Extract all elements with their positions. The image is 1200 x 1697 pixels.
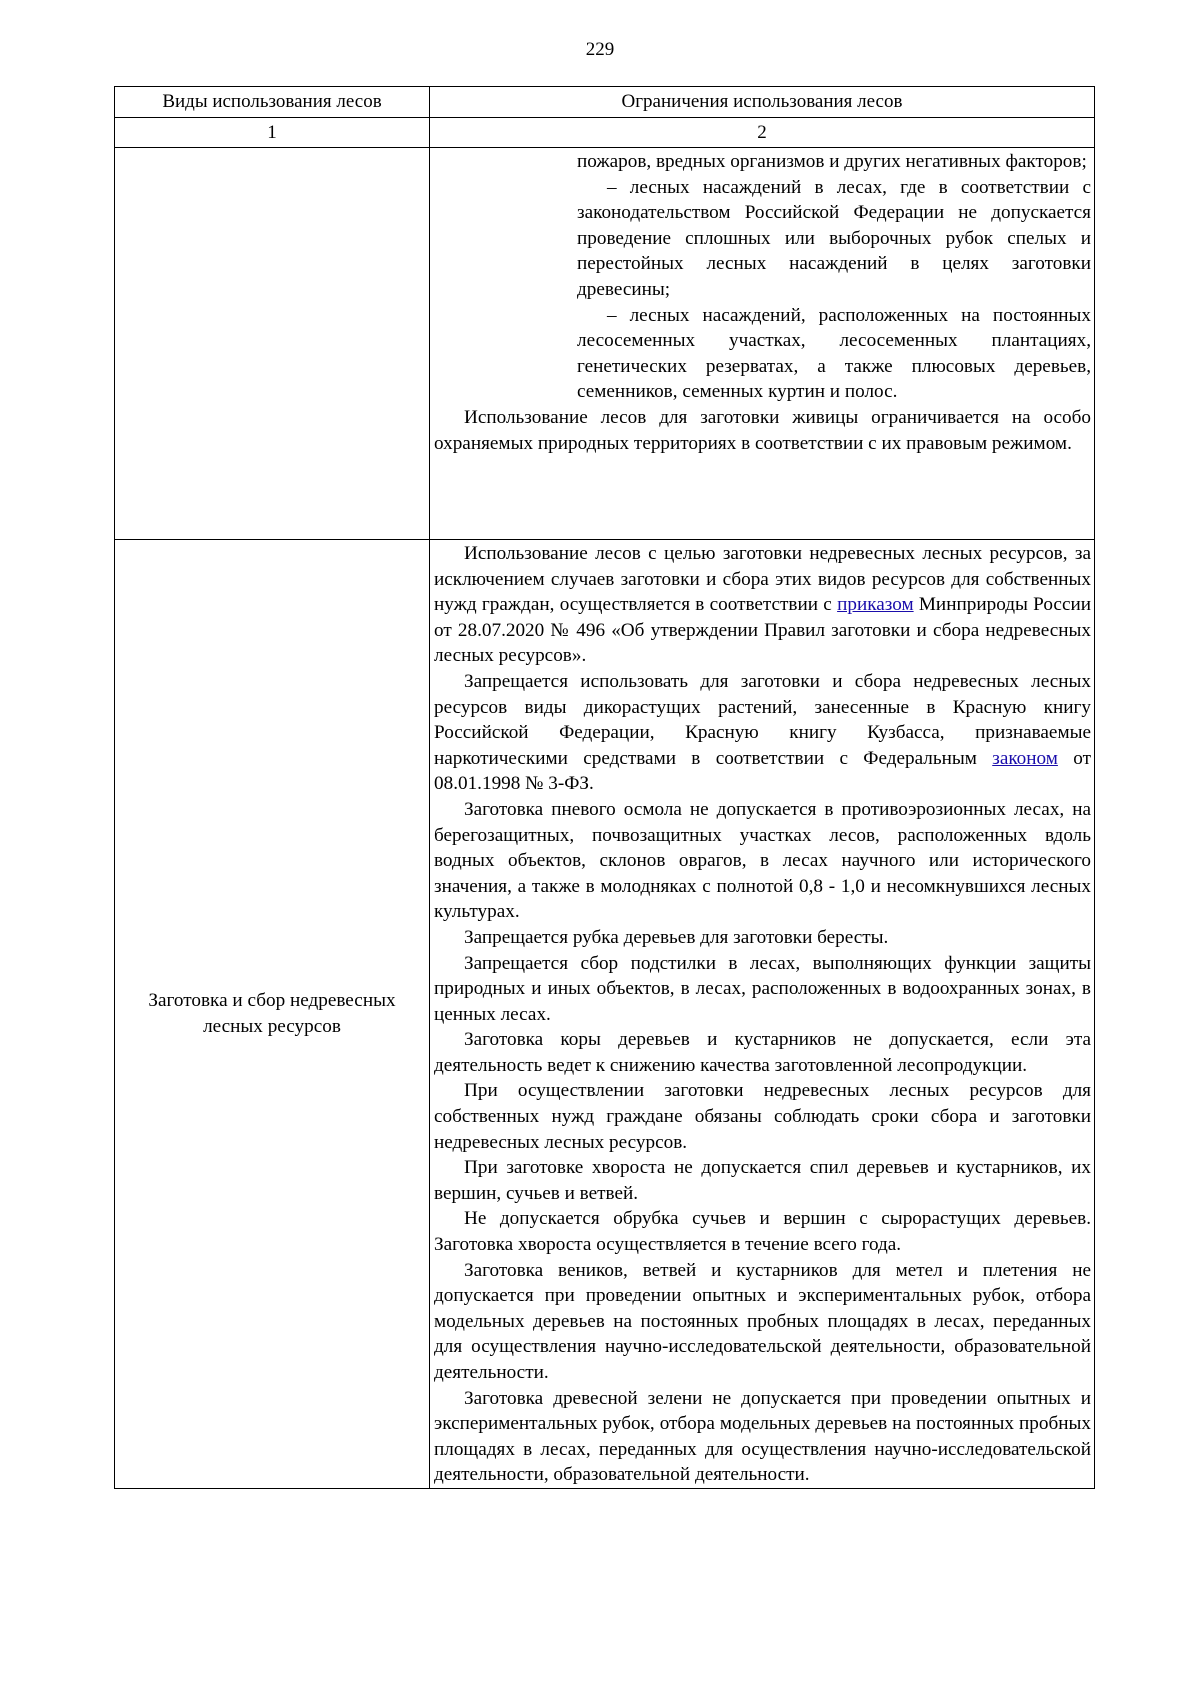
restrictions-table [114, 86, 1095, 1489]
list-item: – лесных насаждений, расположенных на постоянных лесосеменных участках, лесосеменных плантациях, генетических резерватах, а также плюсовых деревьев, семенников, семенных куртин и полос. [577, 304, 1091, 403]
page-number: 229 [585, 39, 615, 60]
paragraph: При осуществлении заготовки недревесных лесных ресурсов для собственных нужд граждане обязаны соблюдать сроки сбора и заготовки недревесных лесных ресурсов. [434, 1080, 1091, 1153]
table-row [115, 148, 1095, 540]
order-link[interactable]: приказом [837, 594, 914, 616]
list-item: пожаров, вредных организмов и других негативных факторов; [577, 151, 1087, 172]
row1-use-type-cell [115, 148, 430, 540]
header-forest-use-types: Виды использования лесов [115, 87, 430, 118]
paragraph-text: Использование лесов с целью заготовки недревесных лесных ресурсов, за исключением случаев заготовки и сбора этих видов ресурсов для собственных нужд граждан, осуществляется в соответствии с [434, 543, 1091, 616]
paragraph: Запрещается рубка деревьев для заготовки бересты. [464, 926, 889, 948]
column-number-2: 2 [430, 118, 1095, 148]
paragraph-text: Запрещается использовать для заготовки и сбора недревесных лесных ресурсов виды дикорастущих растений, занесенные в Красную книгу Российской Федерации, Красную книгу Кузбасса, признаваемые наркотическими средствами в соответствии с Федеральным [434, 670, 1091, 769]
paragraph [434, 541, 1091, 669]
row1-restrictions-cell [430, 148, 1095, 540]
paragraph: Заготовка древесной зелени не допускается при проведении опытных и экспериментальных рубок, отбора модельных деревьев на постоянных пробных площадях в лесах, переданных для осуществления научно-исследовательской деятельности, образовательной деятельности. [434, 1387, 1091, 1486]
table-header-row [115, 87, 1095, 118]
paragraph: Не допускается обрубка сучьев и вершин с сырорастущих деревьев. Заготовка хвороста осуществляется в течение всего года. [434, 1208, 1091, 1256]
paragraph: Использование лесов для заготовки живицы ограничивается на особо охраняемых природных территориях в соответствии с их правовым режимом. [434, 406, 1091, 454]
row2-use-type-cell: Заготовка и сбор недревесных лесных ресурсов [115, 540, 430, 1489]
paragraph: Заготовка пневого осмола не допускается в противоэрозионных лесах, на берегозащитных, почвозащитных участках лесов, расположенных вдоль водных объектов, склонов оврагов, в лесах научного или исторического значения, а также в молодняках с полнотой 0,8 - 1,0 и несомкнувшихся лесных культурах. [434, 798, 1091, 923]
paragraph-text: от 08.01.1998 № 3-ФЗ. [434, 747, 1091, 795]
row2-restrictions-cell [430, 540, 1095, 1489]
list-item: – лесных насаждений в лесах, где в соответствии с законодательством Российской Федерации не допускается проведение сплошных или выборочных рубок спелых и перестойных лесных насаждений в целях заготовки древесины; [577, 176, 1091, 300]
column-number-1: 1 [115, 118, 430, 148]
paragraph-text: Минприроды России от 28.07.2020 № 496 «Об утверждении Правил заготовки и сбора недревесных лесных ресурсов». [434, 594, 1091, 667]
header-forest-use-restrictions: Ограничения использования лесов [430, 87, 1095, 118]
paragraph: Запрещается сбор подстилки в лесах, выполняющих функции защиты природных и иных объектов, в лесах, расположенных в водоохранных зонах, в ценных лесах. [434, 952, 1091, 1025]
law-link[interactable]: законом [992, 747, 1058, 769]
paragraph: Заготовка веников, ветвей и кустарников для метел и плетения не допускается при проведении опытных и экспериментальных рубок, отбора модельных деревьев на постоянных пробных площадях в лесах, переданных для осуществления научно-исследовательской деятельности, образовательной деятельности. [434, 1259, 1091, 1383]
paragraph: При заготовке хвороста не допускается спил деревьев и кустарников, их вершин, сучьев и ветвей. [434, 1157, 1091, 1204]
column-number-row [115, 118, 1095, 148]
table-row [115, 540, 1095, 1489]
paragraph [434, 669, 1091, 797]
paragraph: Заготовка коры деревьев и кустарников не допускается, если эта деятельность ведет к снижению качества заготовленной лесопродукции. [434, 1029, 1091, 1076]
